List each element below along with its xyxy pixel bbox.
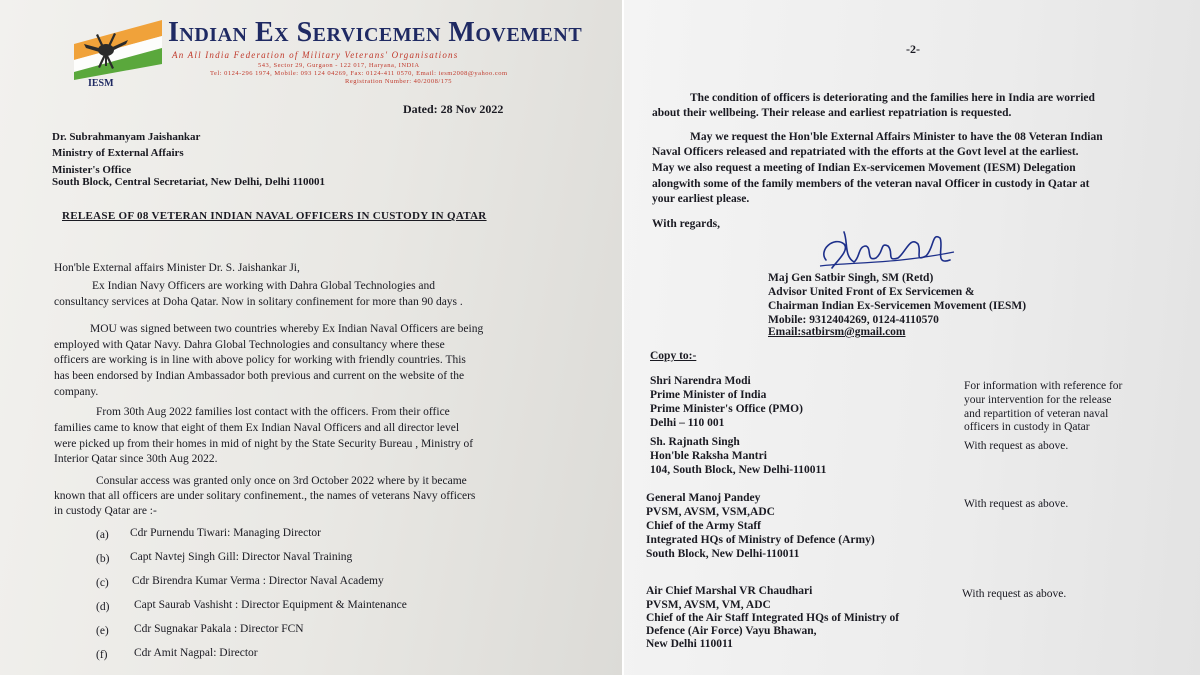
officer-item-text: Cdr Birendra Kumar Verma : Director Naval Academy xyxy=(132,575,384,587)
officer-item-text: Capt Saurab Vashisht : Director Equipment & Maintenance xyxy=(134,599,407,611)
copy-note-line: With request as above. xyxy=(962,588,1067,600)
copy-note-line: For information with reference for xyxy=(964,380,1123,392)
para3-line: From 30th Aug 2022 families lost contact with the officers. From their office xyxy=(96,406,450,418)
officer-item-text: Capt Navtej Singh Gill: Director Naval Training xyxy=(130,551,353,563)
recipient-ministry: Ministry of External Affairs xyxy=(52,147,184,159)
p2-para2-line: May we request the Hon'ble External Affairs Minister to have the 08 Veteran Indian xyxy=(690,131,1103,143)
copy-note-line: your intervention for the release xyxy=(964,394,1112,406)
recipient-address: South Block, Central Secretariat, New Delhi, Delhi 110001 xyxy=(52,176,325,188)
iesm-logo-flag-icon xyxy=(70,14,166,80)
copy-recipient-line: Chief of the Air Staff Integrated HQs of Ministry of xyxy=(646,612,900,624)
letterhead-address: 543, Sector 29, Gurgaon - 122 017, Haryana, INDIA xyxy=(258,62,420,69)
signatory-role: Chairman Indian Ex-Servicemen Movement (IESM) xyxy=(768,300,1027,312)
officer-item-letter: (a) xyxy=(96,529,109,541)
org-tagline: An All India Federation of Military Veterans' Organisations xyxy=(172,50,459,60)
p2-para2-line: May we also request a meeting of Indian Ex-servicemen Movement (IESM) Delegation xyxy=(652,162,1076,174)
officer-item-letter: (d) xyxy=(96,601,110,613)
para2-line: employed with Qatar Navy. Dahra Global Technologies and consultancy where these xyxy=(54,339,445,351)
copy-recipient-line: Chief of the Army Staff xyxy=(646,520,761,532)
para3-line: Interior Qatar since 30th Aug 2022. xyxy=(54,453,218,465)
para1-line: consultancy services at Doha Qatar. Now in solitary confinement for more than 90 days . xyxy=(54,296,463,308)
p2-para2-line: your earliest please. xyxy=(652,193,750,205)
org-name-heading: Indian Ex Servicemen Movement xyxy=(168,17,583,48)
copy-note-line: and repartition of veteran naval xyxy=(964,408,1109,420)
para4-line: in custody Qatar are :- xyxy=(54,505,157,517)
signatory-title: Advisor United Front of Ex Servicemen & xyxy=(768,286,975,298)
copy-recipient-line: New Delhi 110011 xyxy=(646,638,733,650)
copy-recipient-line: Prime Minister of India xyxy=(650,389,767,401)
salutation: Hon'ble External affairs Minister Dr. S. Jaishankar Ji, xyxy=(54,262,300,274)
copy-recipient-line: Air Chief Marshal VR Chaudhari xyxy=(646,585,813,597)
officer-item-letter: (f) xyxy=(96,649,108,661)
recipient-office: Minister's Office xyxy=(52,164,132,176)
copy-recipient-line: PVSM, AVSM, VM, ADC xyxy=(646,599,771,611)
recipient-name: Dr. Subrahmanyam Jaishankar xyxy=(52,131,201,143)
para2-line: company. xyxy=(54,386,99,398)
p2-para1-line: The condition of officers is deteriorating and the families here in India are worried xyxy=(690,92,1095,104)
logo-label: IESM xyxy=(88,78,114,89)
letterhead-contact: Tel: 0124-296 1974, Mobile: 093 124 04269, Fax: 0124-411 0570, Email: iesm2008@yahoo.com xyxy=(210,70,508,77)
copy-recipient-line: PVSM, AVSM, VSM,ADC xyxy=(646,506,775,518)
copy-recipient-line: Hon'ble Raksha Mantri xyxy=(650,450,767,462)
para1-line: Ex Indian Navy Officers are working with Dahra Global Technologies and xyxy=(92,280,436,292)
para4-line: known that all officers are under solitary confinement., the names of veterans Navy officers xyxy=(54,490,476,502)
page-number: -2- xyxy=(906,42,920,56)
copy-note-line: officers in custody in Qatar xyxy=(964,421,1090,433)
para4-line: Consular access was granted only once on 3rd October 2022 where by it became xyxy=(96,475,467,487)
officer-item-text: Cdr Amit Nagpal: Director xyxy=(134,647,258,659)
copy-recipient-line: Sh. Rajnath Singh xyxy=(650,436,740,448)
para2-line: has been endorsed by Indian Ambassador both previous and current on the website of the xyxy=(54,370,465,382)
copy-note-line: With request as above. xyxy=(964,440,1069,452)
p2-para1-line: about their wellbeing. Their release and earliest repatriation is requested. xyxy=(652,107,1012,119)
officer-item-text: Cdr Sugnakar Pakala : Director FCN xyxy=(134,623,304,635)
p2-para2-line: alongwith some of the family members of the veteran naval Officer in custody in Qatar at xyxy=(652,178,1090,190)
officer-item-letter: (b) xyxy=(96,553,110,565)
signatory-email[interactable]: Email:satbirsm@gmail.com xyxy=(768,326,906,338)
copy-recipient-line: 104, South Block, New Delhi-110011 xyxy=(650,464,827,476)
officer-item-letter: (c) xyxy=(96,577,109,589)
letterhead-registration: Registration Number: 40/2008/175 xyxy=(345,78,452,85)
letter-date: Dated: 28 Nov 2022 xyxy=(403,102,504,116)
copy-recipient-line: Prime Minister's Office (PMO) xyxy=(650,403,803,415)
officer-item-text: Cdr Purnendu Tiwari: Managing Director xyxy=(130,527,322,539)
copy-recipient-line: General Manoj Pandey xyxy=(646,492,761,504)
officer-item-letter: (e) xyxy=(96,625,109,637)
letter-subject: RELEASE OF 08 VETERAN INDIAN NAVAL OFFICERS IN CUSTODY IN QATAR xyxy=(62,210,487,222)
para3-line: families came to know that eight of them Ex Indian Naval Officers and all director level xyxy=(54,422,460,434)
copy-recipient-line: Integrated HQs of Ministry of Defence (Army) xyxy=(646,534,875,546)
para2-line: MOU was signed between two countries whereby Ex Indian Naval Officers are being xyxy=(90,323,484,335)
copy-recipient-line: Delhi – 110 001 xyxy=(650,417,725,429)
copy-recipient-line: Defence (Air Force) Vayu Bhawan, xyxy=(646,625,817,637)
para3-line: were picked up from their homes in mid of night by the State Security Bureau , Ministry of xyxy=(54,438,474,450)
copy-recipient-line: South Block, New Delhi-110011 xyxy=(646,548,800,560)
letter-page-2 xyxy=(624,0,1200,675)
signatory-name: Maj Gen Satbir Singh, SM (Retd) xyxy=(768,272,934,284)
copy-to-label: Copy to:- xyxy=(650,350,697,362)
copy-note-line: With request as above. xyxy=(964,498,1069,510)
copy-recipient-line: Shri Narendra Modi xyxy=(650,375,751,387)
p2-para2-line: Naval Officers released and repatriated with the efforts at the Govt level at the earliest. xyxy=(652,146,1079,158)
closing-regards: With regards, xyxy=(652,218,720,230)
para2-line: officers are working is in line with above policy for working with friendly countries. This xyxy=(54,354,466,366)
signatory-mobile: Mobile: 9312404269, 0124-4110570 xyxy=(768,314,939,326)
